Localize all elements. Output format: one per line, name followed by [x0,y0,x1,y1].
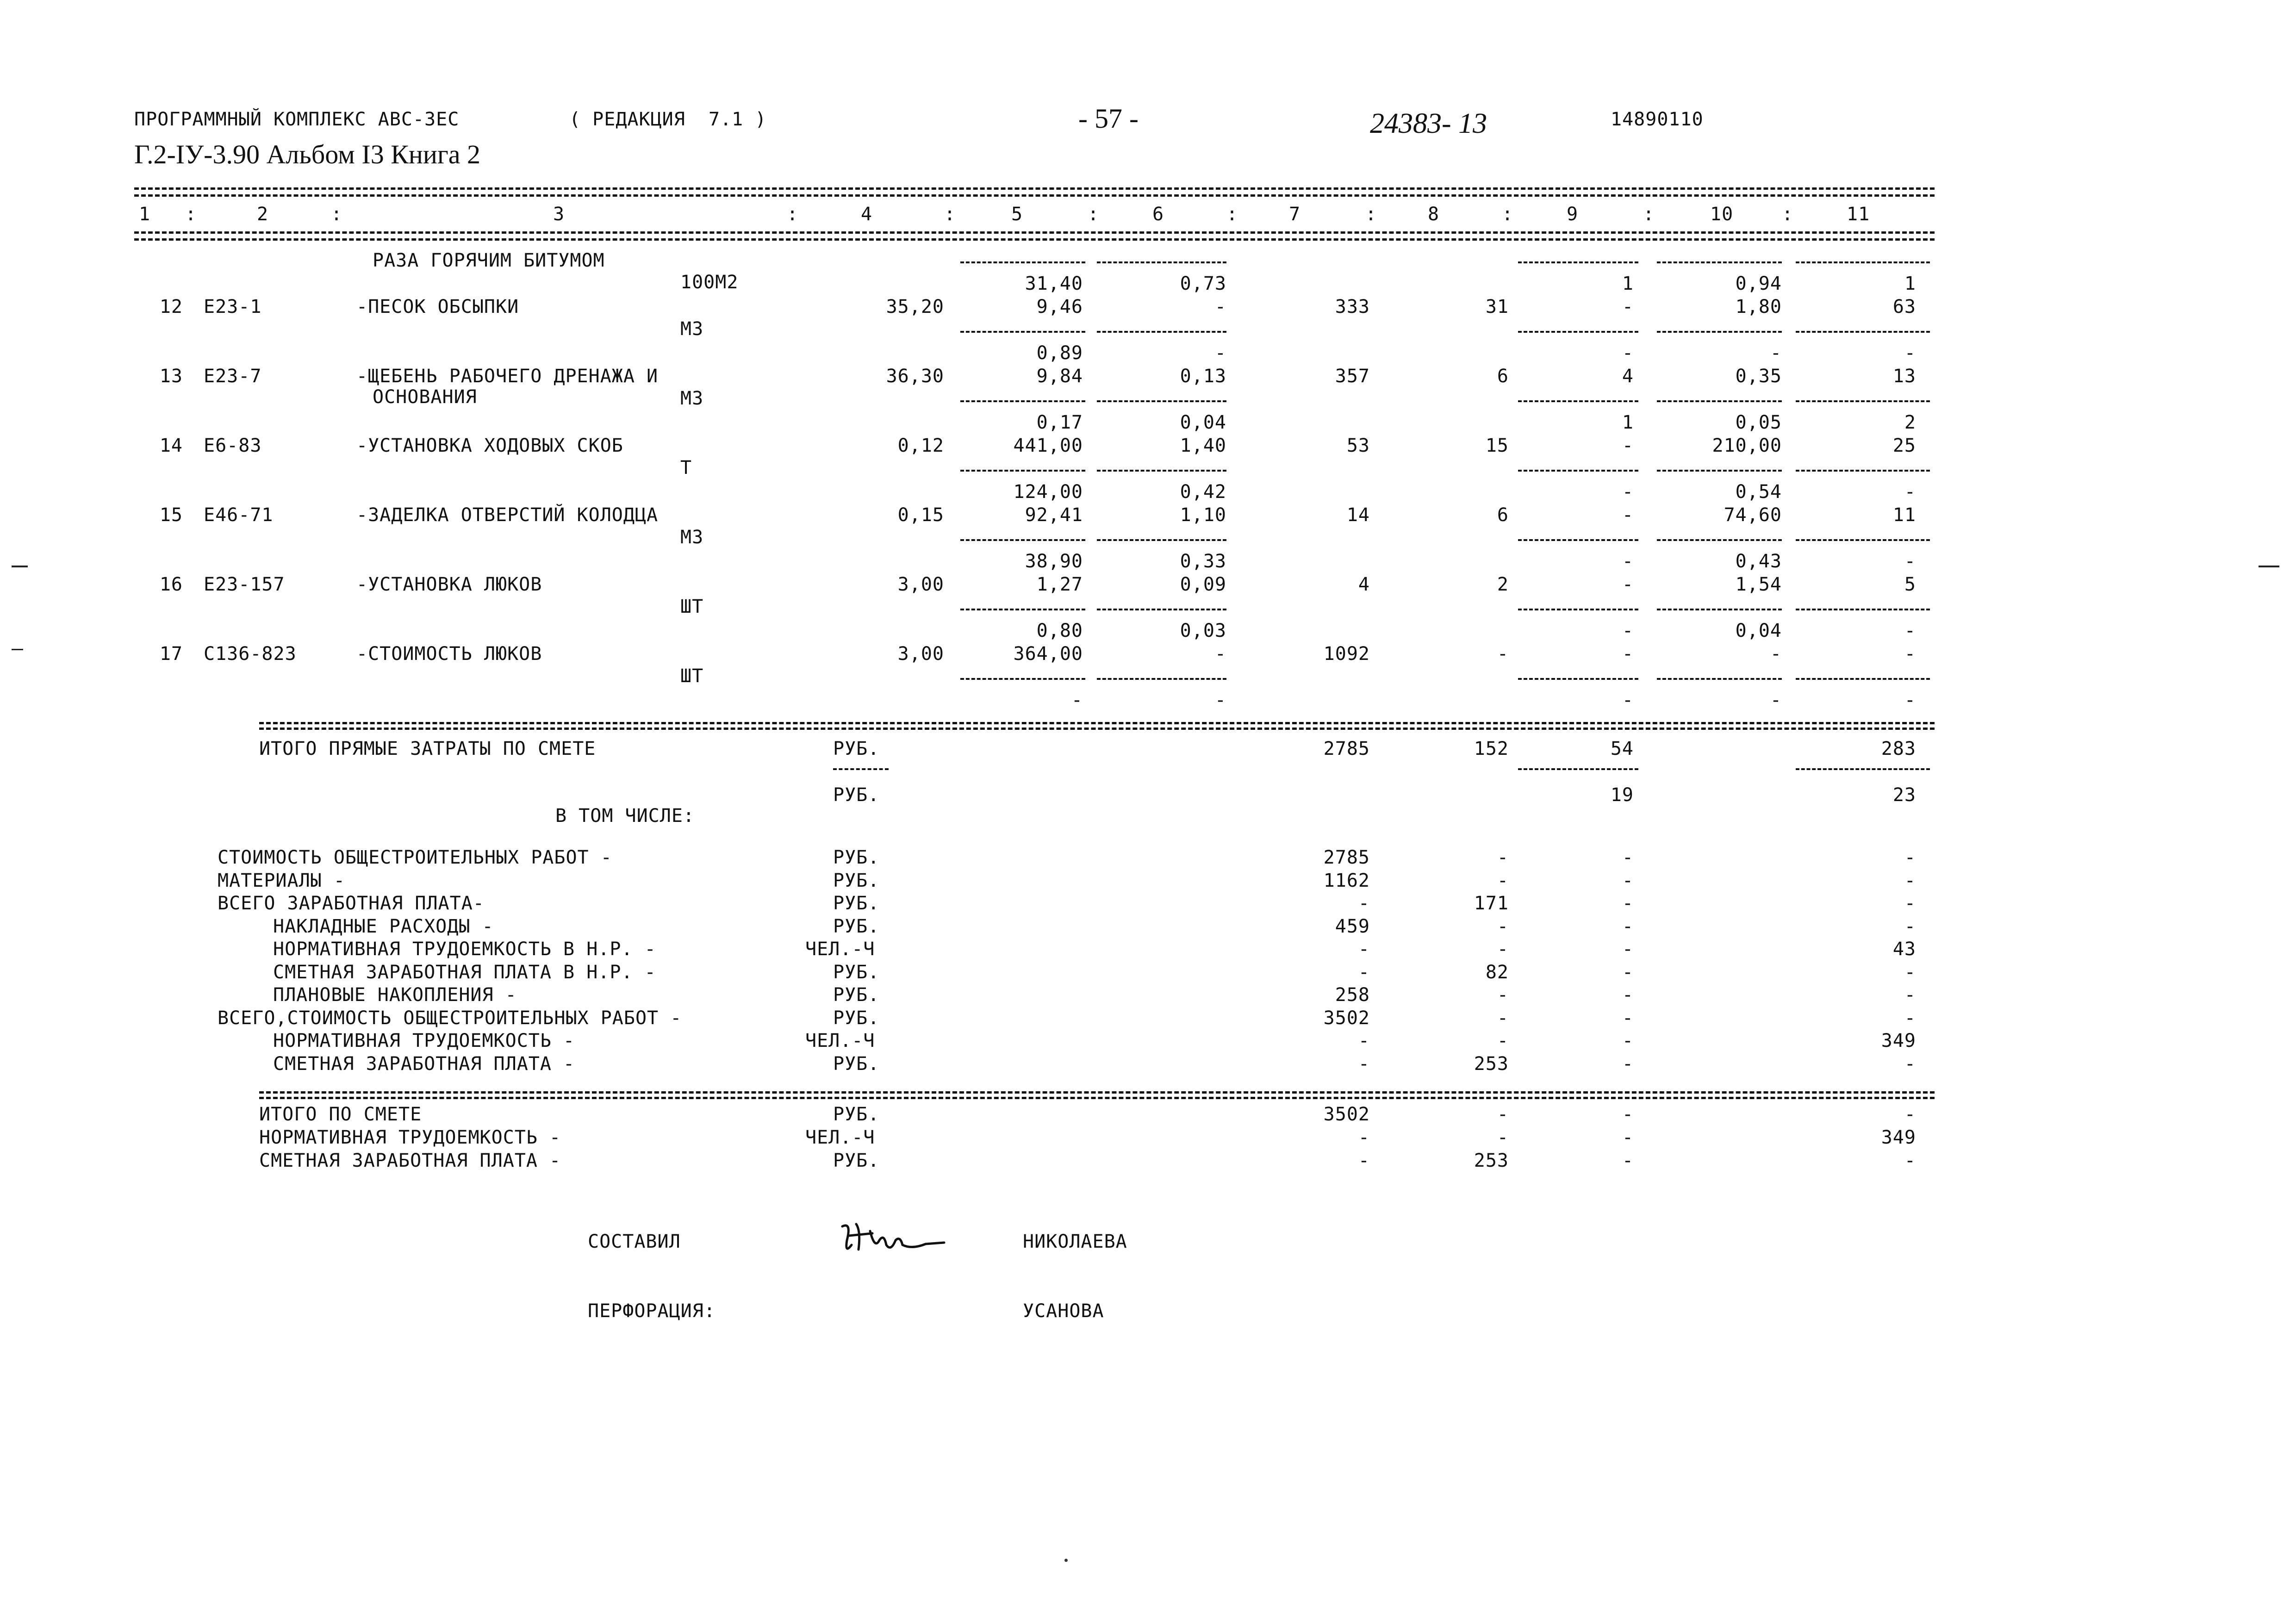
summary-col11: - [1904,1104,1916,1125]
row-col6: 0,13 [1180,366,1226,387]
row-col8: - [1497,643,1509,665]
breakdown-col9: - [1622,961,1634,983]
column-separator: : [1782,204,1794,225]
breakdown-col11: 349 [1881,1030,1916,1051]
column-header-9: 9 [1567,204,1579,225]
breakdown-col8: - [1497,870,1509,891]
summary-col8: 253 [1474,1150,1509,1171]
row-col5: 92,41 [1025,504,1083,526]
breakdown-col9: - [1622,915,1634,937]
sub-rule [1657,539,1782,541]
breakdown-col8: 82 [1485,961,1509,983]
breakdown-unit: РУБ. [833,984,880,1006]
row-col11: - [1904,643,1916,665]
column-header-8: 8 [1428,204,1440,225]
column-header-7: 7 [1289,204,1301,225]
totals-rule [259,722,1935,724]
breakdown-col8: - [1497,915,1509,937]
continued-description: РАЗА ГОРЯЧИМ БИТУМОМ [373,250,605,271]
summary-col9: - [1622,1150,1634,1171]
sub-rule [1657,261,1782,263]
row-sub-col9: - [1622,551,1634,572]
row-col11: 63 [1892,296,1916,317]
column-header-2: 2 [257,204,269,225]
row-col5: 441,00 [1013,435,1083,456]
sub-rule [960,470,1085,472]
row-unit: ШТ [680,665,704,687]
direct-costs-col9: 54 [1610,738,1634,759]
row-col6: 0,09 [1180,574,1226,595]
breakdown-label: СМЕТНАЯ ЗАРАБОТНАЯ ПЛАТА В Н.Р. - [273,961,656,983]
row-number: 12 [159,296,183,317]
sub-rule [1518,261,1638,263]
row-col8: 15 [1485,435,1509,456]
row-sub-col6: - [1214,690,1226,711]
sub-rule [1796,470,1930,472]
row-description: -ПЕСОК ОБСЫПКИ [356,296,519,317]
header-rule-bottom [134,231,1935,234]
summary-label: НОРМАТИВНАЯ ТРУДОЕМКОСТЬ - [259,1127,561,1148]
row-code: Е23-1 [204,296,262,317]
direct-costs-col11: 283 [1881,738,1916,759]
breakdown-label: МАТЕРИАЛЫ - [218,870,345,891]
direct-unit-rule [833,768,889,770]
row-sub-col5: 124,00 [1013,481,1083,503]
row-sub-col11: - [1904,342,1916,364]
continued-col9: 1 [1622,273,1634,294]
breakdown-unit: РУБ. [833,1007,880,1029]
breakdown-col9: - [1622,939,1634,960]
breakdown-col9: - [1622,1007,1634,1029]
breakdown-col8: 253 [1474,1053,1509,1075]
header-rule-top [134,187,1935,190]
breakdown-col9: - [1622,847,1634,868]
row-sub-col6: 0,42 [1180,481,1226,503]
summary-col9: - [1622,1127,1634,1148]
page-speck [1064,1559,1068,1562]
sub-rule [1097,331,1226,333]
breakdown-label: НАКЛАДНЫЕ РАСХОДЫ - [273,915,494,937]
row-col11: 11 [1892,504,1916,526]
row-col6: 1,10 [1180,504,1226,526]
breakdown-col11: - [1904,870,1916,891]
row-col9: - [1622,574,1634,595]
row-col9: 4 [1622,366,1634,387]
row-col11: 25 [1892,435,1916,456]
header-rule-bottom-2 [134,238,1935,241]
row-unit: ШТ [680,596,704,617]
row-col6: - [1214,643,1226,665]
summary-col11: 349 [1881,1127,1916,1148]
row-unit: М3 [680,388,704,409]
breakdown-col8: - [1497,939,1509,960]
row-sub-col5: - [1071,690,1083,711]
continued-col6: 0,73 [1180,273,1226,294]
row-quantity: 0,12 [897,435,944,456]
breakdown-col7: - [1358,961,1370,983]
row-col10: 0,35 [1735,366,1782,387]
row-col7: 14 [1346,504,1370,526]
row-col8: 2 [1497,574,1509,595]
row-description: -УСТАНОВКА ЛЮКОВ [356,574,542,595]
breakdown-col11: - [1904,847,1916,868]
column-header-10: 10 [1710,204,1734,225]
sub-rule [1796,261,1930,263]
sub-rule [960,400,1085,402]
column-separator: : [787,204,799,225]
summary-unit: РУБ. [833,1150,880,1171]
breakdown-col7: 459 [1335,915,1370,937]
program-title: ПРОГРАММНЫЙ КОМПЛЕКС АВС-3ЕС [134,109,460,130]
document-number: 24383- 13 [1370,108,1487,139]
summary-col7: - [1358,1127,1370,1148]
sub-rule [960,261,1085,263]
row-sub-col11: - [1904,481,1916,503]
column-separator: : [944,204,956,225]
sub-rule [1657,470,1782,472]
row-quantity: 3,00 [897,643,944,665]
summary-col11: - [1904,1150,1916,1171]
row-code: Е23-7 [204,366,262,387]
sub-rule [1518,400,1638,402]
row-col7: 1092 [1323,643,1370,665]
breakdown-col7: - [1358,939,1370,960]
direct-costs-2-col11: 23 [1892,784,1916,806]
direct-costs-label: ИТОГО ПРЯМЫЕ ЗАТРАТЫ ПО СМЕТЕ [259,738,596,759]
row-col5: 1,27 [1036,574,1083,595]
perforation-name: УСАНОВА [1023,1300,1104,1322]
sub-rule [1097,678,1226,680]
row-col10: - [1770,643,1782,665]
continued-col5: 31,40 [1025,273,1083,294]
totals-rule-2 [259,728,1935,730]
breakdown-col9: - [1622,1030,1634,1051]
row-sub-col10: 0,43 [1735,551,1782,572]
sub-rule [1796,400,1930,402]
breakdown-label: НОРМАТИВНАЯ ТРУДОЕМКОСТЬ В Н.Р. - [273,939,656,960]
row-code: Е6-83 [204,435,262,456]
breakdown-unit: ЧЕЛ.-Ч [805,939,875,960]
row-sub-col9: 1 [1622,412,1634,433]
breakdown-col8: - [1497,984,1509,1006]
sub-rule [960,678,1085,680]
signature-mark [833,1213,953,1263]
breakdown-col9: - [1622,893,1634,914]
row-description: -ЗАДЕЛКА ОТВЕРСТИЙ КОЛОДЦА [356,504,659,526]
row-col10: 1,54 [1735,574,1782,595]
row-sub-col11: - [1904,551,1916,572]
row-col11: 13 [1892,366,1916,387]
row-col5: 9,84 [1036,366,1083,387]
breakdown-unit: ЧЕЛ.-Ч [805,1030,875,1051]
breakdown-label: СТОИМОСТЬ ОБЩЕСТРОИТЕЛЬНЫХ РАБОТ - [218,847,612,868]
column-separator: : [185,204,197,225]
row-col7: 4 [1358,574,1370,595]
row-sub-col10: 0,05 [1735,412,1782,433]
breakdown-label: ВСЕГО ЗАРАБОТНАЯ ПЛАТА- [218,893,485,914]
row-number: 17 [159,643,183,665]
album-title: Г.2-IУ-3.90 Альбом I3 Книга 2 [134,139,480,169]
compiled-by-name: НИКОЛАЕВА [1023,1231,1127,1252]
row-sub-col5: 0,17 [1036,412,1083,433]
sub-rule [960,609,1085,610]
row-quantity: 0,15 [897,504,944,526]
row-col6: 1,40 [1180,435,1226,456]
row-sub-col6: 0,33 [1180,551,1226,572]
row-sub-col6: - [1214,342,1226,364]
row-code: С136-823 [204,643,297,665]
document-code: 14890110 [1611,109,1704,130]
breakdown-col7: 2785 [1323,847,1370,868]
row-quantity: 35,20 [886,296,944,317]
sub-rule [1796,331,1930,333]
row-col7: 357 [1335,366,1370,387]
summary-col7: 3502 [1323,1104,1370,1125]
row-sub-col6: 0,04 [1180,412,1226,433]
summary-col7: - [1358,1150,1370,1171]
row-description-cont: ОСНОВАНИЯ [373,386,477,408]
row-sub-col5: 38,90 [1025,551,1083,572]
row-col9: - [1622,296,1634,317]
row-sub-col11: - [1904,620,1916,641]
sub-rule [1796,609,1930,610]
row-sub-col11: - [1904,690,1916,711]
direct-col11-rule [1796,768,1930,770]
row-sub-col11: 2 [1904,412,1916,433]
row-sub-col6: 0,03 [1180,620,1226,641]
breakdown-col7: - [1358,1030,1370,1051]
column-separator: : [331,204,343,225]
sub-rule [1097,470,1226,472]
sub-rule [1796,678,1930,680]
breakdown-unit: РУБ. [833,915,880,937]
row-col10: 74,60 [1724,504,1782,526]
row-col10: 210,00 [1712,435,1782,456]
sub-rule [1657,331,1782,333]
breakdown-unit: РУБ. [833,847,880,868]
sub-rule [1657,678,1782,680]
row-col11: 5 [1904,574,1916,595]
summary-label: СМЕТНАЯ ЗАРАБОТНАЯ ПЛАТА - [259,1150,561,1171]
direct-costs-2-col9: 19 [1610,784,1634,806]
breakdown-col7: 258 [1335,984,1370,1006]
column-header-6: 6 [1152,204,1164,225]
margin-mark-left [12,566,28,567]
row-unit: Т [680,457,692,479]
sub-rule [960,331,1085,333]
breakdown-col7: - [1358,893,1370,914]
column-header-5: 5 [1011,204,1023,225]
breakdown-col11: 43 [1892,939,1916,960]
row-sub-col5: 0,80 [1036,620,1083,641]
row-sub-col9: - [1622,342,1634,364]
direct-costs-col7: 2785 [1323,738,1370,759]
column-header-4: 4 [861,204,873,225]
breakdown-label: НОРМАТИВНАЯ ТРУДОЕМКОСТЬ - [273,1030,575,1051]
final-rule [259,1091,1935,1094]
sub-rule [1518,470,1638,472]
breakdown-label: ПЛАНОВЫЕ НАКОПЛЕНИЯ - [273,984,517,1006]
breakdown-unit: РУБ. [833,893,880,914]
breakdown-col11: - [1904,961,1916,983]
sub-rule [1518,678,1638,680]
margin-mark-left-2 [12,649,23,650]
row-col9: - [1622,504,1634,526]
continued-col10: 0,94 [1735,273,1782,294]
header-rule-top-2 [134,194,1935,197]
row-sub-col9: - [1622,690,1634,711]
sub-rule [1097,261,1226,263]
sub-rule [1518,331,1638,333]
sub-rule [1796,539,1930,541]
breakdown-col7: 3502 [1323,1007,1370,1029]
direct-costs-unit-2: РУБ. [833,784,880,806]
breakdown-unit: РУБ. [833,1053,880,1075]
breakdown-col8: - [1497,847,1509,868]
sub-rule [1097,400,1226,402]
column-separator: : [1643,204,1655,225]
breakdown-col9: - [1622,984,1634,1006]
breakdown-unit: РУБ. [833,961,880,983]
row-col8: 31 [1485,296,1509,317]
row-unit: М3 [680,318,704,340]
breakdown-col11: - [1904,1007,1916,1029]
breakdown-col11: - [1904,893,1916,914]
column-header-11: 11 [1847,204,1870,225]
continued-unit: 100М2 [680,272,739,293]
breakdown-col9: - [1622,1053,1634,1075]
breakdown-col11: - [1904,984,1916,1006]
breakdown-col8: - [1497,1030,1509,1051]
row-col9: - [1622,435,1634,456]
breakdown-col11: - [1904,915,1916,937]
column-header-1: 1 [139,204,151,225]
column-header-3: 3 [553,204,565,225]
row-col8: 6 [1497,366,1509,387]
direct-costs-col8: 152 [1474,738,1509,759]
summary-label: ИТОГО ПО СМЕТЕ [259,1104,422,1125]
row-code: Е46-71 [204,504,274,526]
final-rule-2 [259,1097,1935,1099]
row-unit: М3 [680,527,704,548]
row-col7: 53 [1346,435,1370,456]
direct-costs-unit: РУБ. [833,738,880,759]
row-col5: 9,46 [1036,296,1083,317]
summary-unit: РУБ. [833,1104,880,1125]
row-col5: 364,00 [1013,643,1083,665]
row-number: 14 [159,435,183,456]
row-number: 13 [159,366,183,387]
summary-unit: ЧЕЛ.-Ч [805,1127,875,1148]
breakdown-label: ВСЕГО,СТОИМОСТЬ ОБЩЕСТРОИТЕЛЬНЫХ РАБОТ - [218,1007,682,1029]
row-col8: 6 [1497,504,1509,526]
row-sub-col10: 0,54 [1735,481,1782,503]
breakdown-col8: - [1497,1007,1509,1029]
breakdown-col11: - [1904,1053,1916,1075]
sub-rule [1518,609,1638,610]
row-sub-col10: - [1770,342,1782,364]
breakdown-col7: 1162 [1323,870,1370,891]
including-label: В ТОМ ЧИСЛЕ: [555,805,695,827]
row-sub-col10: 0,04 [1735,620,1782,641]
row-description: -СТОИМОСТЬ ЛЮКОВ [356,643,542,665]
row-col9: - [1622,643,1634,665]
column-separator: : [1502,204,1514,225]
row-code: Е23-157 [204,574,285,595]
continued-col11: 1 [1904,273,1916,294]
sub-rule [1518,539,1638,541]
compiled-by-label: СОСТАВИЛ [588,1231,681,1252]
page-number: - 57 - [1078,103,1139,134]
sub-rule [1097,539,1226,541]
row-sub-col9: - [1622,481,1634,503]
row-sub-col9: - [1622,620,1634,641]
edition-label: ( РЕДАКЦИЯ 7.1 ) [569,109,767,130]
row-sub-col10: - [1770,690,1782,711]
sub-rule [960,539,1085,541]
sub-rule [1657,609,1782,610]
summary-col8: - [1497,1127,1509,1148]
row-col6: - [1214,296,1226,317]
summary-col8: - [1497,1104,1509,1125]
sub-rule [1657,400,1782,402]
row-col10: 1,80 [1735,296,1782,317]
row-col7: 333 [1335,296,1370,317]
row-number: 15 [159,504,183,526]
sub-rule [1097,609,1226,610]
margin-mark-right [2259,566,2279,567]
breakdown-label: СМЕТНАЯ ЗАРАБОТНАЯ ПЛАТА - [273,1053,575,1075]
breakdown-col7: - [1358,1053,1370,1075]
summary-col9: - [1622,1104,1634,1125]
row-description: -УСТАНОВКА ХОДОВЫХ СКОБ [356,435,623,456]
breakdown-col8: 171 [1474,893,1509,914]
column-separator: : [1226,204,1238,225]
direct-col9-rule [1518,768,1638,770]
column-separator: : [1088,204,1100,225]
row-sub-col5: 0,89 [1036,342,1083,364]
row-quantity: 3,00 [897,574,944,595]
row-quantity: 36,30 [886,366,944,387]
row-description: -ЩЕБЕНЬ РАБОЧЕГО ДРЕНАЖА И [356,366,659,387]
column-separator: : [1365,204,1377,225]
breakdown-col9: - [1622,870,1634,891]
perforation-label: ПЕРФОРАЦИЯ: [588,1300,716,1322]
row-number: 16 [159,574,183,595]
breakdown-unit: РУБ. [833,870,880,891]
